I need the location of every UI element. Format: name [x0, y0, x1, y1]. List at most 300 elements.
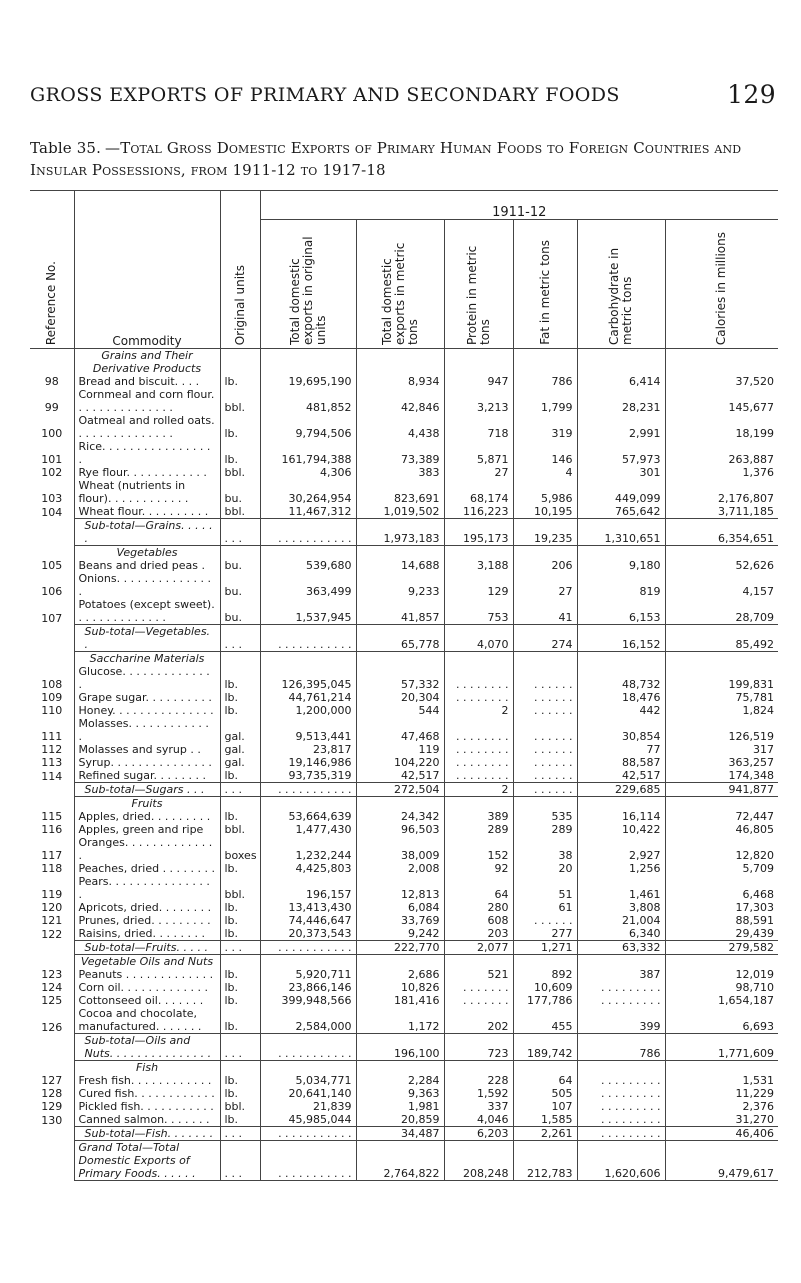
- row-calories: 12,019: [665, 968, 778, 981]
- row-calories: 46,805: [665, 823, 778, 836]
- row-fat: 4: [513, 466, 577, 479]
- row-calories: 9,479,617: [665, 1141, 778, 1181]
- section-heading: [30, 349, 778, 376]
- row-ref: 126: [41, 1020, 63, 1034]
- row-fat: 27: [513, 572, 577, 598]
- row-protein: 203: [444, 927, 513, 941]
- row-carb: 16,114: [577, 810, 665, 823]
- row-metric-exports: 181,416: [356, 994, 444, 1007]
- table-row: [30, 756, 778, 769]
- row-orig-exports: 4,425,803: [260, 862, 356, 875]
- table-row: [30, 862, 778, 875]
- row-calories: 6,354,651: [665, 519, 778, 546]
- row-ref: 109: [41, 691, 63, 704]
- row-fat: 1,585: [513, 1113, 577, 1127]
- row-protein: 3,213: [444, 388, 513, 414]
- row-metric-exports: 1,172: [356, 1007, 444, 1034]
- running-head: [30, 80, 776, 109]
- row-orig-exports: 5,034,771: [260, 1074, 356, 1087]
- section-heading-cell: [444, 546, 513, 560]
- subtotal-row: [30, 519, 778, 546]
- row-orig-exports: 13,413,430: [260, 901, 356, 914]
- row-commodity: Glucose. . . . . . . . . . . . . .: [74, 665, 220, 691]
- row-ref: 125: [41, 994, 63, 1007]
- row-metric-exports: 34,487: [356, 1127, 444, 1141]
- row-protein: 4,046: [444, 1113, 513, 1127]
- row-orig-exports: 11,467,312: [260, 505, 356, 519]
- row-fat: . . . . . .: [513, 743, 577, 756]
- row-protein: 64: [444, 875, 513, 901]
- table-row: [30, 927, 778, 941]
- row-carb: . . . . . . . . .: [577, 1127, 665, 1141]
- row-units: lb.: [220, 994, 260, 1007]
- section-heading-ref: [30, 955, 74, 969]
- table-row: [30, 836, 778, 862]
- row-units: lb.: [220, 440, 260, 466]
- row-carb: 399: [577, 1007, 665, 1034]
- row-fat: 41: [513, 598, 577, 625]
- row-metric-exports: 73,389: [356, 440, 444, 466]
- table-row: [30, 440, 778, 466]
- row-units: lb.: [220, 1007, 260, 1034]
- section-heading: [30, 1061, 778, 1075]
- row-orig-exports: 9,513,441: [260, 717, 356, 743]
- row-calories: 263,887: [665, 440, 778, 466]
- section-heading-cell: [220, 546, 260, 560]
- row-carb: 786: [577, 1034, 665, 1061]
- row-units: bu.: [220, 479, 260, 505]
- section-heading-cell: [444, 797, 513, 811]
- table-row: [30, 717, 778, 743]
- table-row: [30, 375, 778, 388]
- row-fat: 1,799: [513, 388, 577, 414]
- row-ref: 119: [41, 888, 63, 901]
- row-calories: 363,257: [665, 756, 778, 769]
- row-ref: 98: [44, 375, 59, 388]
- row-carb: 449,099: [577, 479, 665, 505]
- row-ref: 129: [41, 1100, 63, 1113]
- row-protein: . . . . . . . .: [444, 717, 513, 743]
- row-fat: 2,261: [513, 1127, 577, 1141]
- section-heading: [30, 652, 778, 666]
- row-commodity: Grand Total—Total Domestic Exports of Primary Foods. . . . . .: [74, 1141, 220, 1181]
- table-row: [30, 968, 778, 981]
- row-units: lb.: [220, 691, 260, 704]
- row-commodity: Rye flour. . . . . . . . . . . .: [74, 466, 220, 479]
- row-orig-exports: 19,146,986: [260, 756, 356, 769]
- table-row: [30, 994, 778, 1007]
- row-metric-exports: 9,242: [356, 927, 444, 941]
- row-ref: 104: [41, 505, 63, 519]
- header-units: Original units: [220, 191, 260, 349]
- section-heading-cell: [220, 1061, 260, 1075]
- section-title: Grains and Their Derivative Products: [74, 349, 220, 376]
- row-carb: 2,927: [577, 836, 665, 862]
- row-orig-exports: 5,920,711: [260, 968, 356, 981]
- table-row: [30, 559, 778, 572]
- section-heading-cell: [513, 546, 577, 560]
- header-commodity: Commodity: [74, 191, 220, 349]
- row-units: gal.: [220, 717, 260, 743]
- row-ref: [30, 519, 74, 546]
- row-carb: 6,340: [577, 927, 665, 941]
- row-commodity: Sub-total—Fruits. . . . .: [74, 941, 220, 955]
- row-protein: 208,248: [444, 1141, 513, 1181]
- row-commodity: Beans and dried peas .: [74, 559, 220, 572]
- row-carb: 9,180: [577, 559, 665, 572]
- row-protein: . . . . . . .: [444, 981, 513, 994]
- row-commodity: Refined sugar. . . . . . . .: [74, 769, 220, 783]
- row-orig-exports: . . . . . . . . . . .: [260, 1034, 356, 1061]
- row-carb: 387: [577, 968, 665, 981]
- row-calories: 46,406: [665, 1127, 778, 1141]
- section-heading-ref: [30, 546, 74, 560]
- table-row: [30, 572, 778, 598]
- row-units: lb.: [220, 414, 260, 440]
- row-carb: 63,332: [577, 941, 665, 955]
- row-calories: 75,781: [665, 691, 778, 704]
- section-title: Vegetable Oils and Nuts: [74, 955, 220, 969]
- row-fat: 892: [513, 968, 577, 981]
- row-ref: [30, 1127, 74, 1141]
- row-protein: 2: [444, 704, 513, 717]
- row-metric-exports: 2,284: [356, 1074, 444, 1087]
- table-row: [30, 875, 778, 901]
- row-ref: [30, 783, 74, 797]
- row-metric-exports: 1,019,502: [356, 505, 444, 519]
- row-protein: 2,077: [444, 941, 513, 955]
- table-row: [30, 1113, 778, 1127]
- section-heading-cell: [577, 652, 665, 666]
- row-metric-exports: 544: [356, 704, 444, 717]
- section-heading-ref: [30, 652, 74, 666]
- row-commodity: Apples, green and ripe: [74, 823, 220, 836]
- running-head-title: GROSS EXPORTS OF PRIMARY AND SECONDARY FOODS: [30, 84, 620, 106]
- row-ref: 118: [41, 862, 63, 875]
- row-calories: 1,531: [665, 1074, 778, 1087]
- row-commodity: Corn oil. . . . . . . . . . . . .: [74, 981, 220, 994]
- row-metric-exports: 383: [356, 466, 444, 479]
- row-commodity: Honey. . . . . . . . . . . . . . .: [74, 704, 220, 717]
- row-commodity: Cured fish. . . . . . . . . . . .: [74, 1087, 220, 1100]
- row-orig-exports: 93,735,319: [260, 769, 356, 783]
- row-calories: 18,199: [665, 414, 778, 440]
- row-ref: 120: [41, 901, 63, 914]
- row-fat: 505: [513, 1087, 577, 1100]
- row-commodity: Raisins, dried. . . . . . . .: [74, 927, 220, 941]
- row-fat: 10,195: [513, 505, 577, 519]
- subtotal-row: [30, 1127, 778, 1141]
- row-fat: 786: [513, 375, 577, 388]
- row-protein: 152: [444, 836, 513, 862]
- row-carb: 42,517: [577, 769, 665, 783]
- table-caption: [30, 137, 790, 181]
- table-row: [30, 823, 778, 836]
- row-commodity: Sub-total—Grains. . . . . .: [74, 519, 220, 546]
- row-orig-exports: 1,477,430: [260, 823, 356, 836]
- row-protein: 116,223: [444, 505, 513, 519]
- row-commodity: Onions. . . . . . . . . . . . . . .: [74, 572, 220, 598]
- row-calories: 1,771,609: [665, 1034, 778, 1061]
- row-units: lb.: [220, 968, 260, 981]
- row-commodity: Apples, dried. . . . . . . . .: [74, 810, 220, 823]
- row-fat: 1,271: [513, 941, 577, 955]
- row-units: bbl.: [220, 505, 260, 519]
- row-carb: 88,587: [577, 756, 665, 769]
- row-orig-exports: . . . . . . . . . . .: [260, 519, 356, 546]
- row-protein: 228: [444, 1074, 513, 1087]
- row-metric-exports: 104,220: [356, 756, 444, 769]
- row-protein: 718: [444, 414, 513, 440]
- row-protein: . . . . . . . .: [444, 743, 513, 756]
- row-metric-exports: 10,826: [356, 981, 444, 994]
- row-carb: 6,414: [577, 375, 665, 388]
- row-units: . . .: [220, 519, 260, 546]
- row-units: bu.: [220, 572, 260, 598]
- row-carb: . . . . . . . . .: [577, 1113, 665, 1127]
- row-calories: 98,710: [665, 981, 778, 994]
- section-heading-cell: [356, 652, 444, 666]
- section-heading-cell: [220, 652, 260, 666]
- section-heading: [30, 955, 778, 969]
- row-orig-exports: . . . . . . . . . . .: [260, 625, 356, 652]
- section-heading: [30, 797, 778, 811]
- section-heading-cell: [665, 797, 778, 811]
- section-heading-cell: [356, 349, 444, 376]
- section-title: Fruits: [74, 797, 220, 811]
- row-commodity: Peanuts . . . . . . . . . . . . .: [74, 968, 220, 981]
- table-row: [30, 598, 778, 625]
- row-carb: 18,476: [577, 691, 665, 704]
- row-metric-exports: 823,691: [356, 479, 444, 505]
- row-carb: . . . . . . . . .: [577, 1074, 665, 1087]
- row-ref: 102: [41, 466, 63, 479]
- row-units: lb.: [220, 901, 260, 914]
- table-row: [30, 691, 778, 704]
- row-protein: 27: [444, 466, 513, 479]
- row-ref: 117: [41, 849, 63, 862]
- row-commodity: Sub-total—Vegetables. .: [74, 625, 220, 652]
- row-carb: . . . . . . . . .: [577, 981, 665, 994]
- row-calories: 11,229: [665, 1087, 778, 1100]
- row-fat: 146: [513, 440, 577, 466]
- row-commodity: Molasses and syrup . .: [74, 743, 220, 756]
- table-caption-text: —Total Gross Domestic Exports of Primary Human Foods to Foreign Countries and Insular Possessions, from 1911-12 to 1917-18: [30, 139, 742, 179]
- row-calories: 6,693: [665, 1007, 778, 1034]
- row-commodity: Pickled fish. . . . . . . . . . .: [74, 1100, 220, 1113]
- row-fat: 289: [513, 823, 577, 836]
- row-ref: 99: [44, 401, 59, 414]
- row-ref: 127: [41, 1074, 63, 1087]
- row-units: lb.: [220, 810, 260, 823]
- section-heading-ref: [30, 797, 74, 811]
- row-fat: 20: [513, 862, 577, 875]
- section-heading-cell: [356, 546, 444, 560]
- row-commodity: Cottonseed oil. . . . . . .: [74, 994, 220, 1007]
- row-ref: 103: [41, 492, 63, 505]
- row-orig-exports: 30,264,954: [260, 479, 356, 505]
- section-heading-cell: [665, 652, 778, 666]
- section-heading-cell: [260, 652, 356, 666]
- row-commodity: Molasses. . . . . . . . . . . . .: [74, 717, 220, 743]
- subtotal-row: [30, 625, 778, 652]
- row-protein: 6,203: [444, 1127, 513, 1141]
- section-heading-cell: [260, 797, 356, 811]
- row-orig-exports: 19,695,190: [260, 375, 356, 388]
- row-metric-exports: 119: [356, 743, 444, 756]
- row-calories: 317: [665, 743, 778, 756]
- row-metric-exports: 42,846: [356, 388, 444, 414]
- row-commodity: Rice. . . . . . . . . . . . . . . . .: [74, 440, 220, 466]
- row-calories: 31,270: [665, 1113, 778, 1127]
- row-metric-exports: 4,438: [356, 414, 444, 440]
- row-protein: 92: [444, 862, 513, 875]
- row-commodity: Canned salmon. . . . . . .: [74, 1113, 220, 1127]
- section-heading-cell: [577, 1061, 665, 1075]
- row-units: lb.: [220, 981, 260, 994]
- row-orig-exports: 481,852: [260, 388, 356, 414]
- row-fat: 107: [513, 1100, 577, 1113]
- row-fat: 206: [513, 559, 577, 572]
- row-ref: 116: [41, 823, 63, 836]
- header-ref: Reference No.: [30, 191, 74, 349]
- table-caption-label: Table 35.: [30, 139, 102, 157]
- row-carb: 30,854: [577, 717, 665, 743]
- row-commodity: Bread and biscuit. . . .: [74, 375, 220, 388]
- row-orig-exports: 196,157: [260, 875, 356, 901]
- row-units: lb.: [220, 1074, 260, 1087]
- row-calories: 29,439: [665, 927, 778, 941]
- row-metric-exports: 2,686: [356, 968, 444, 981]
- row-carb: 16,152: [577, 625, 665, 652]
- table-row: [30, 704, 778, 717]
- row-fat: 177,786: [513, 994, 577, 1007]
- row-units: lb.: [220, 914, 260, 927]
- header-year: 1911-12: [260, 191, 778, 220]
- row-orig-exports: 21,839: [260, 1100, 356, 1113]
- row-units: lb.: [220, 862, 260, 875]
- row-carb: 48,732: [577, 665, 665, 691]
- row-metric-exports: 41,857: [356, 598, 444, 625]
- row-fat: . . . . . .: [513, 914, 577, 927]
- row-orig-exports: 1,537,945: [260, 598, 356, 625]
- row-units: lb.: [220, 665, 260, 691]
- row-calories: 28,709: [665, 598, 778, 625]
- row-commodity: Apricots, dried. . . . . . . .: [74, 901, 220, 914]
- row-calories: 126,519: [665, 717, 778, 743]
- row-calories: 1,654,187: [665, 994, 778, 1007]
- row-commodity: Syrup. . . . . . . . . . . . . . .: [74, 756, 220, 769]
- row-units: bbl.: [220, 823, 260, 836]
- row-calories: 6,468: [665, 875, 778, 901]
- section-title: Fish: [74, 1061, 220, 1075]
- row-protein: 129: [444, 572, 513, 598]
- row-fat: 535: [513, 810, 577, 823]
- row-protein: 5,871: [444, 440, 513, 466]
- row-calories: 2,376: [665, 1100, 778, 1113]
- row-calories: 279,582: [665, 941, 778, 955]
- row-units: gal.: [220, 743, 260, 756]
- row-commodity: Pears. . . . . . . . . . . . . . . .: [74, 875, 220, 901]
- row-calories: 1,376: [665, 466, 778, 479]
- row-ref: [30, 941, 74, 955]
- section-heading-cell: [444, 652, 513, 666]
- row-fat: 51: [513, 875, 577, 901]
- row-fat: . . . . . .: [513, 717, 577, 743]
- row-ref: 128: [41, 1087, 63, 1100]
- section-heading-cell: [665, 349, 778, 376]
- row-ref: 100: [41, 427, 63, 440]
- header-carb: Carbohydrate in metric tons: [577, 220, 665, 349]
- row-metric-exports: 9,363: [356, 1087, 444, 1100]
- row-commodity: Sub-total—Fish. . . . . . .: [74, 1127, 220, 1141]
- row-orig-exports: 2,584,000: [260, 1007, 356, 1034]
- section-heading-cell: [356, 1061, 444, 1075]
- section-heading-cell: [444, 955, 513, 969]
- row-carb: 6,153: [577, 598, 665, 625]
- row-ref: 101: [41, 453, 63, 466]
- row-commodity: Sub-total—Sugars . . .: [74, 783, 220, 797]
- row-commodity: Peaches, dried . . . . . . . .: [74, 862, 220, 875]
- row-carb: 229,685: [577, 783, 665, 797]
- row-calories: 4,157: [665, 572, 778, 598]
- table-body: [30, 349, 778, 1181]
- table-header: [30, 191, 778, 349]
- row-calories: 37,520: [665, 375, 778, 388]
- row-ref: [30, 1141, 74, 1181]
- section-heading-cell: [356, 797, 444, 811]
- section-heading-cell: [220, 955, 260, 969]
- row-protein: . . . . . . . .: [444, 756, 513, 769]
- row-fat: . . . . . .: [513, 783, 577, 797]
- row-protein: 2: [444, 783, 513, 797]
- row-orig-exports: 4,306: [260, 466, 356, 479]
- row-calories: 174,348: [665, 769, 778, 783]
- row-metric-exports: 272,504: [356, 783, 444, 797]
- row-ref: 123: [41, 968, 63, 981]
- row-carb: 1,461: [577, 875, 665, 901]
- table-row: [30, 901, 778, 914]
- row-protein: 753: [444, 598, 513, 625]
- grand-total-row: [30, 1141, 778, 1181]
- row-orig-exports: 126,395,045: [260, 665, 356, 691]
- row-calories: 72,447: [665, 810, 778, 823]
- row-units: lb.: [220, 1113, 260, 1127]
- row-ref: 124: [41, 981, 63, 994]
- section-heading-cell: [513, 1061, 577, 1075]
- row-calories: 12,820: [665, 836, 778, 862]
- row-protein: . . . . . . . .: [444, 769, 513, 783]
- row-fat: 5,986: [513, 479, 577, 505]
- row-carb: 28,231: [577, 388, 665, 414]
- section-heading-cell: [356, 955, 444, 969]
- row-ref: 113: [41, 756, 63, 769]
- row-fat: . . . . . .: [513, 756, 577, 769]
- row-metric-exports: 65,778: [356, 625, 444, 652]
- row-metric-exports: 1,981: [356, 1100, 444, 1113]
- row-commodity: Cornmeal and corn flour. . . . . . . . . . . . . . .: [74, 388, 220, 414]
- table-row: [30, 414, 778, 440]
- row-units: . . .: [220, 1141, 260, 1181]
- row-units: lb.: [220, 704, 260, 717]
- header-fat: Fat in metric tons: [513, 220, 577, 349]
- row-ref: 110: [41, 704, 63, 717]
- row-orig-exports: 74,446,647: [260, 914, 356, 927]
- row-fat: 19,235: [513, 519, 577, 546]
- row-units: lb.: [220, 1087, 260, 1100]
- section-heading-cell: [513, 349, 577, 376]
- table-row: [30, 914, 778, 927]
